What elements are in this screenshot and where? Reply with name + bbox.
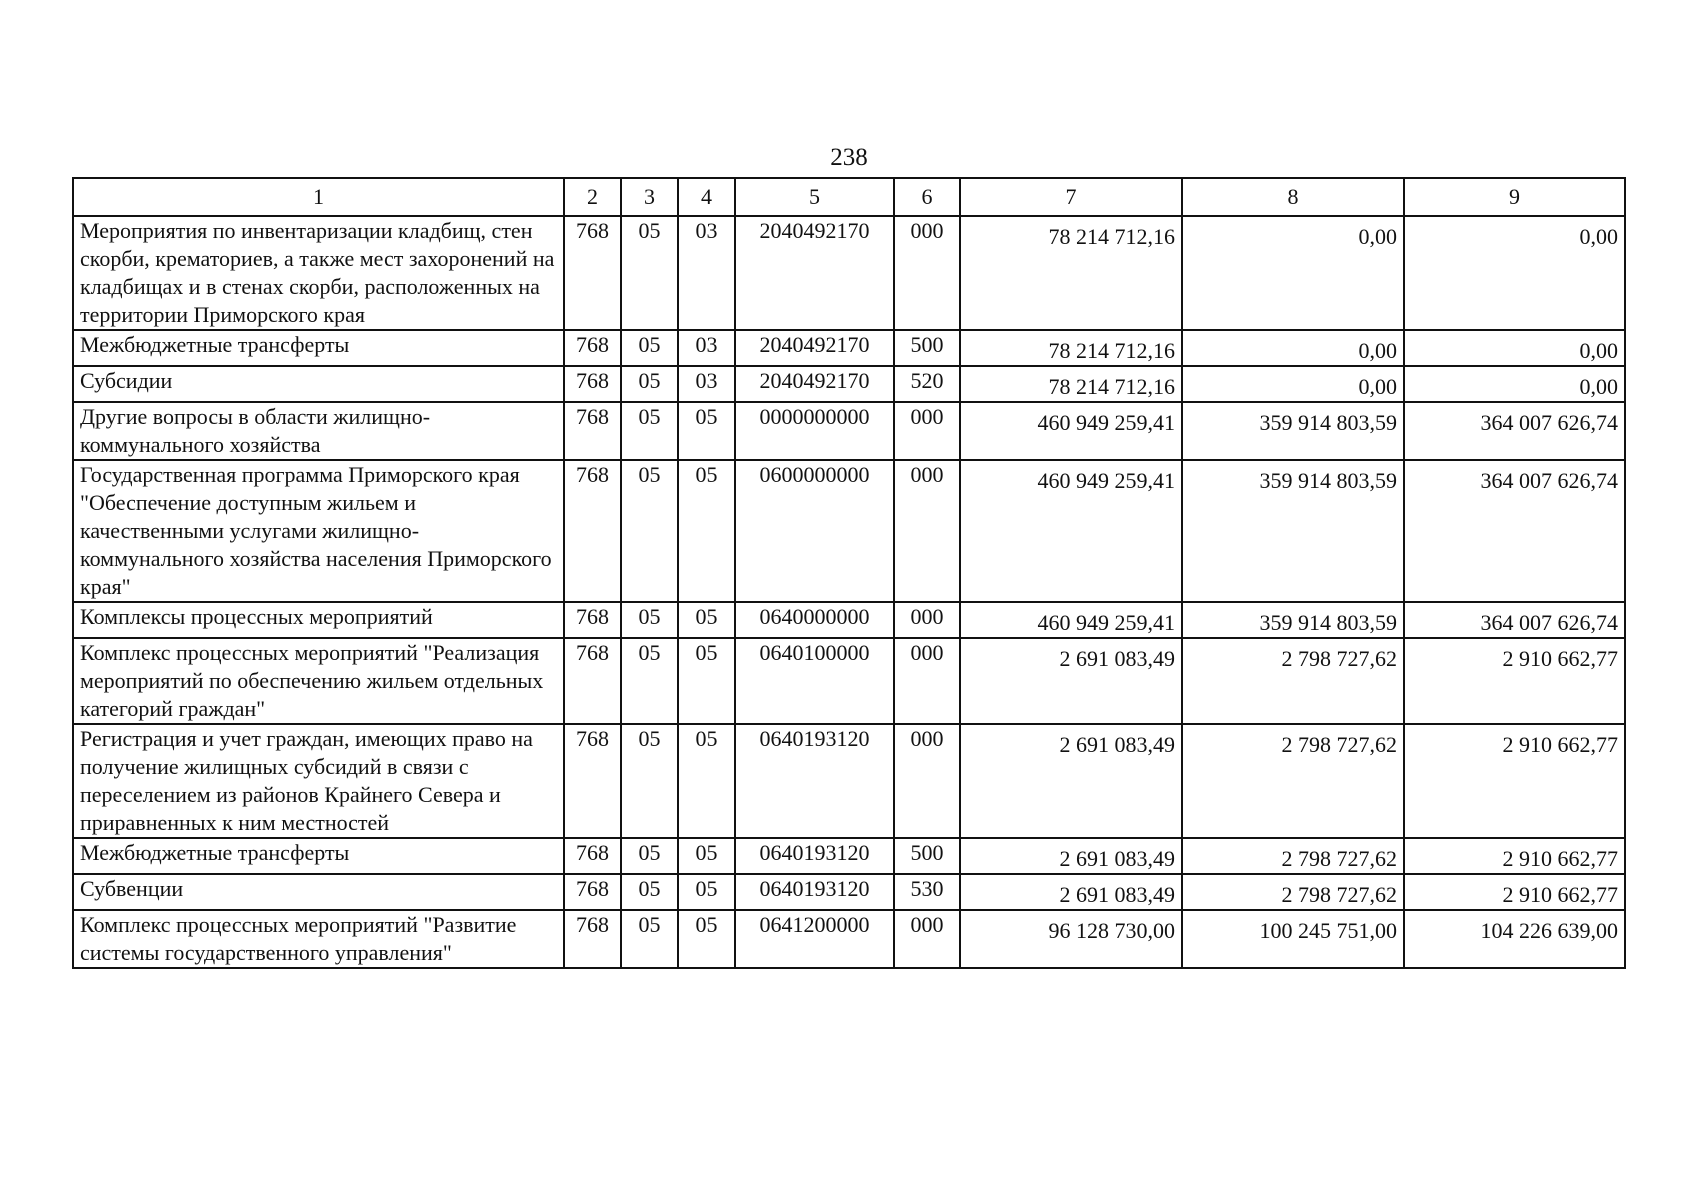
amount-col9-cell: [1404, 602, 1625, 638]
amount-col7-cell: [960, 874, 1182, 910]
amount-value: 2 798 727,62: [1281, 732, 1397, 757]
amount-col8-cell: [1182, 724, 1404, 838]
amount-col7-cell: [960, 602, 1182, 638]
amount-value: 0,00: [1358, 338, 1397, 363]
ministry-code-cell: 768: [564, 874, 621, 910]
amount-value: 2 910 662,77: [1502, 846, 1618, 871]
header-row: [73, 178, 1625, 216]
subsection-code-cell: 03: [678, 330, 735, 366]
amount-col8-cell: [1182, 638, 1404, 724]
subsection-code-cell: 05: [678, 402, 735, 460]
target-article-cell: 2040492170: [735, 216, 894, 330]
table-row: [73, 366, 1625, 402]
amount-value: 2 910 662,77: [1502, 882, 1618, 907]
budget-table: [72, 177, 1626, 969]
row-name-cell: Мероприятия по инвентаризации кладбищ, стен скорби, крематориев, а также мест захоронений на кладбищах и в стенах скорби, расположенных на территории Приморского края: [73, 216, 564, 330]
ministry-code-cell: 768: [564, 216, 621, 330]
amount-value: 0,00: [1358, 224, 1397, 249]
expense-type-cell: 000: [894, 402, 960, 460]
amount-col8-cell: [1182, 874, 1404, 910]
amount-col9-cell: [1404, 874, 1625, 910]
amount-value: 2 910 662,77: [1502, 732, 1618, 757]
target-article-cell: 0640100000: [735, 638, 894, 724]
amount-value: 359 914 803,59: [1259, 468, 1397, 493]
table-header: [73, 178, 1625, 216]
amount-value: 2 691 083,49: [1059, 846, 1175, 871]
section-code-cell: 05: [621, 402, 678, 460]
ministry-code-cell: 768: [564, 638, 621, 724]
amount-col9-cell: [1404, 638, 1625, 724]
amount-value: 0,00: [1358, 374, 1397, 399]
page-number: 238: [830, 144, 868, 171]
row-name-cell: Межбюджетные трансферты: [73, 838, 564, 874]
expense-type-cell: 000: [894, 724, 960, 838]
subsection-code-cell: 05: [678, 602, 735, 638]
subsection-code-cell: 03: [678, 216, 735, 330]
column-header: 1: [73, 178, 564, 216]
row-name-cell: Комплексы процессных мероприятий: [73, 602, 564, 638]
amount-value: 460 949 259,41: [1037, 468, 1175, 493]
amount-value: 364 007 626,74: [1480, 468, 1618, 493]
table-row: [73, 874, 1625, 910]
amount-value: 364 007 626,74: [1480, 410, 1618, 435]
amount-value: 460 949 259,41: [1037, 410, 1175, 435]
subsection-code-cell: 05: [678, 638, 735, 724]
column-header: 6: [894, 178, 960, 216]
ministry-code-cell: 768: [564, 724, 621, 838]
amount-col8-cell: [1182, 330, 1404, 366]
amount-col7-cell: [960, 330, 1182, 366]
section-code-cell: 05: [621, 330, 678, 366]
section-code-cell: 05: [621, 838, 678, 874]
table-row: [73, 638, 1625, 724]
amount-value: 78 214 712,16: [1048, 338, 1175, 363]
table-row: [73, 216, 1625, 330]
column-header: 2: [564, 178, 621, 216]
expense-type-cell: 000: [894, 910, 960, 968]
amount-col9-cell: [1404, 366, 1625, 402]
column-header: 3: [621, 178, 678, 216]
amount-col7-cell: [960, 724, 1182, 838]
amount-value: 2 691 083,49: [1059, 732, 1175, 757]
amount-col9-cell: [1404, 460, 1625, 602]
amount-value: 0,00: [1579, 374, 1618, 399]
section-code-cell: 05: [621, 460, 678, 602]
amount-col9-cell: [1404, 838, 1625, 874]
amount-col8-cell: [1182, 216, 1404, 330]
target-article-cell: 0640193120: [735, 838, 894, 874]
subsection-code-cell: 05: [678, 838, 735, 874]
column-header: 8: [1182, 178, 1404, 216]
expense-type-cell: 000: [894, 602, 960, 638]
amount-value: 364 007 626,74: [1480, 610, 1618, 635]
target-article-cell: 2040492170: [735, 366, 894, 402]
amount-value: 359 914 803,59: [1259, 610, 1397, 635]
amount-value: 0,00: [1579, 338, 1618, 363]
row-name-cell: Субвенции: [73, 874, 564, 910]
amount-col9-cell: [1404, 330, 1625, 366]
table-row: [73, 602, 1625, 638]
table-row: [73, 838, 1625, 874]
ministry-code-cell: 768: [564, 602, 621, 638]
amount-value: 460 949 259,41: [1037, 610, 1175, 635]
amount-col7-cell: [960, 838, 1182, 874]
amount-value: 0,00: [1579, 224, 1618, 249]
expense-type-cell: 520: [894, 366, 960, 402]
ministry-code-cell: 768: [564, 838, 621, 874]
table-row: [73, 724, 1625, 838]
ministry-code-cell: 768: [564, 330, 621, 366]
section-code-cell: 05: [621, 910, 678, 968]
ministry-code-cell: 768: [564, 402, 621, 460]
target-article-cell: 0640000000: [735, 602, 894, 638]
amount-col9-cell: [1404, 402, 1625, 460]
amount-col8-cell: [1182, 602, 1404, 638]
amount-value: 100 245 751,00: [1259, 918, 1397, 943]
column-header: 5: [735, 178, 894, 216]
expense-type-cell: 500: [894, 838, 960, 874]
column-header: 9: [1404, 178, 1625, 216]
row-name-cell: Комплекс процессных мероприятий "Развитие системы государственного управления": [73, 910, 564, 968]
expense-type-cell: 000: [894, 638, 960, 724]
target-article-cell: 0641200000: [735, 910, 894, 968]
target-article-cell: 0600000000: [735, 460, 894, 602]
target-article-cell: 2040492170: [735, 330, 894, 366]
amount-col8-cell: [1182, 366, 1404, 402]
table-row: [73, 460, 1625, 602]
column-header: 7: [960, 178, 1182, 216]
amount-col8-cell: [1182, 910, 1404, 968]
row-name-cell: Комплекс процессных мероприятий "Реализация мероприятий по обеспечению жильем отдельных категорий граждан": [73, 638, 564, 724]
amount-col8-cell: [1182, 460, 1404, 602]
subsection-code-cell: 05: [678, 460, 735, 602]
amount-value: 2 691 083,49: [1059, 882, 1175, 907]
row-name-cell: Государственная программа Приморского края "Обеспечение доступным жильем и качественными услугами жилищно-коммунального хозяйства населения Приморского края": [73, 460, 564, 602]
section-code-cell: 05: [621, 602, 678, 638]
amount-col7-cell: [960, 460, 1182, 602]
amount-value: 359 914 803,59: [1259, 410, 1397, 435]
amount-value: 2 910 662,77: [1502, 646, 1618, 671]
amount-col7-cell: [960, 638, 1182, 724]
ministry-code-cell: 768: [564, 910, 621, 968]
row-name-cell: Другие вопросы в области жилищно-коммунального хозяйства: [73, 402, 564, 460]
target-article-cell: 0000000000: [735, 402, 894, 460]
amount-col9-cell: [1404, 910, 1625, 968]
amount-col9-cell: [1404, 724, 1625, 838]
section-code-cell: 05: [621, 638, 678, 724]
section-code-cell: 05: [621, 874, 678, 910]
subsection-code-cell: 05: [678, 874, 735, 910]
amount-col7-cell: [960, 402, 1182, 460]
row-name-cell: Субсидии: [73, 366, 564, 402]
section-code-cell: 05: [621, 724, 678, 838]
table-row: [73, 330, 1625, 366]
subsection-code-cell: 05: [678, 910, 735, 968]
section-code-cell: 05: [621, 366, 678, 402]
amount-value: 78 214 712,16: [1048, 374, 1175, 399]
column-header: 4: [678, 178, 735, 216]
amount-col8-cell: [1182, 838, 1404, 874]
target-article-cell: 0640193120: [735, 724, 894, 838]
amount-value: 78 214 712,16: [1048, 224, 1175, 249]
expense-type-cell: 500: [894, 330, 960, 366]
expense-type-cell: 530: [894, 874, 960, 910]
row-name-cell: Межбюджетные трансферты: [73, 330, 564, 366]
amount-value: 2 798 727,62: [1281, 646, 1397, 671]
table-row: [73, 910, 1625, 968]
amount-col9-cell: [1404, 216, 1625, 330]
row-name-cell: Регистрация и учет граждан, имеющих право на получение жилищных субсидий в связи с переселением из районов Крайнего Севера и приравненных к ним местностей: [73, 724, 564, 838]
amount-col7-cell: [960, 366, 1182, 402]
subsection-code-cell: 05: [678, 724, 735, 838]
expense-type-cell: 000: [894, 460, 960, 602]
subsection-code-cell: 03: [678, 366, 735, 402]
amount-value: 2 798 727,62: [1281, 846, 1397, 871]
table-body: [73, 216, 1625, 968]
ministry-code-cell: 768: [564, 366, 621, 402]
amount-value: 2 691 083,49: [1059, 646, 1175, 671]
table-row: [73, 402, 1625, 460]
amount-col7-cell: [960, 216, 1182, 330]
amount-col7-cell: [960, 910, 1182, 968]
amount-value: 96 128 730,00: [1048, 918, 1175, 943]
amount-value: 104 226 639,00: [1480, 918, 1618, 943]
section-code-cell: 05: [621, 216, 678, 330]
ministry-code-cell: 768: [564, 460, 621, 602]
amount-col8-cell: [1182, 402, 1404, 460]
amount-value: 2 798 727,62: [1281, 882, 1397, 907]
expense-type-cell: 000: [894, 216, 960, 330]
target-article-cell: 0640193120: [735, 874, 894, 910]
